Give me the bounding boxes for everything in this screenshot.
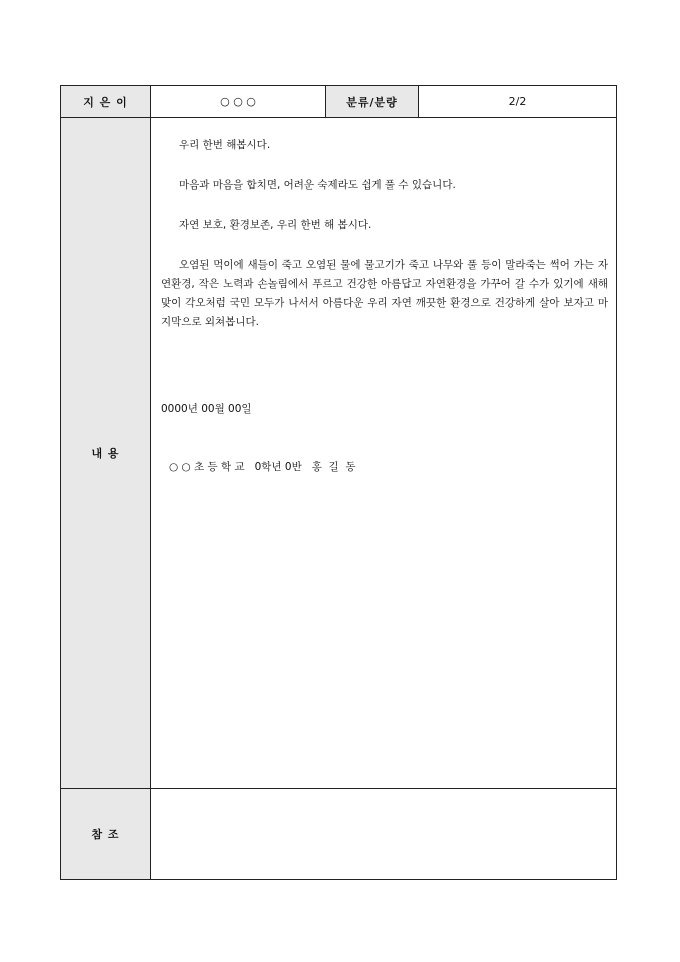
reference-row xyxy=(61,789,616,879)
date-line: 0000년 00월 00일 xyxy=(161,403,252,415)
essay-form xyxy=(60,85,617,880)
content-paragraph: 오염된 먹이에 새들이 죽고 오염된 물에 물고기가 죽고 나무와 풀 등이 말라죽는 썩어 가는 자연환경, 작은 노력과 손놀림에서 푸르고 건강한 아름답고 자연환경을 가꾸어 갈 수가 있기에 새해 맞이 각오처럼 국민 모두가 나서서 아름다운 우리 자연 깨끗한 환경으로 건강하게 살아 보자고 마지막으로 외쳐봅니다. xyxy=(161,259,608,328)
signature-line: ○ ○ 초 등 학 교 0학년 0반 홍 길 동 xyxy=(169,461,356,473)
reference-label: 참 조 xyxy=(61,789,151,879)
header-row xyxy=(61,86,616,118)
content-line-1: 우리 한번 해봅시다. xyxy=(179,139,271,151)
content-line-2: 마음과 마음을 합치면, 어려운 숙제라도 쉽게 풀 수 있습니다. xyxy=(179,179,456,191)
reference-value xyxy=(151,789,616,879)
category-value: 2/2 xyxy=(508,95,527,108)
author-value: ○ ○ ○ xyxy=(151,86,326,117)
content-label: 내 용 xyxy=(61,118,151,788)
author-label: 지 은 이 xyxy=(61,86,151,117)
content-row xyxy=(61,118,616,789)
content-line-3: 자연 보호, 환경보존, 우리 한번 해 봅시다. xyxy=(179,219,372,231)
category-label: 분류/분량 xyxy=(326,86,419,117)
content-area xyxy=(151,118,616,788)
